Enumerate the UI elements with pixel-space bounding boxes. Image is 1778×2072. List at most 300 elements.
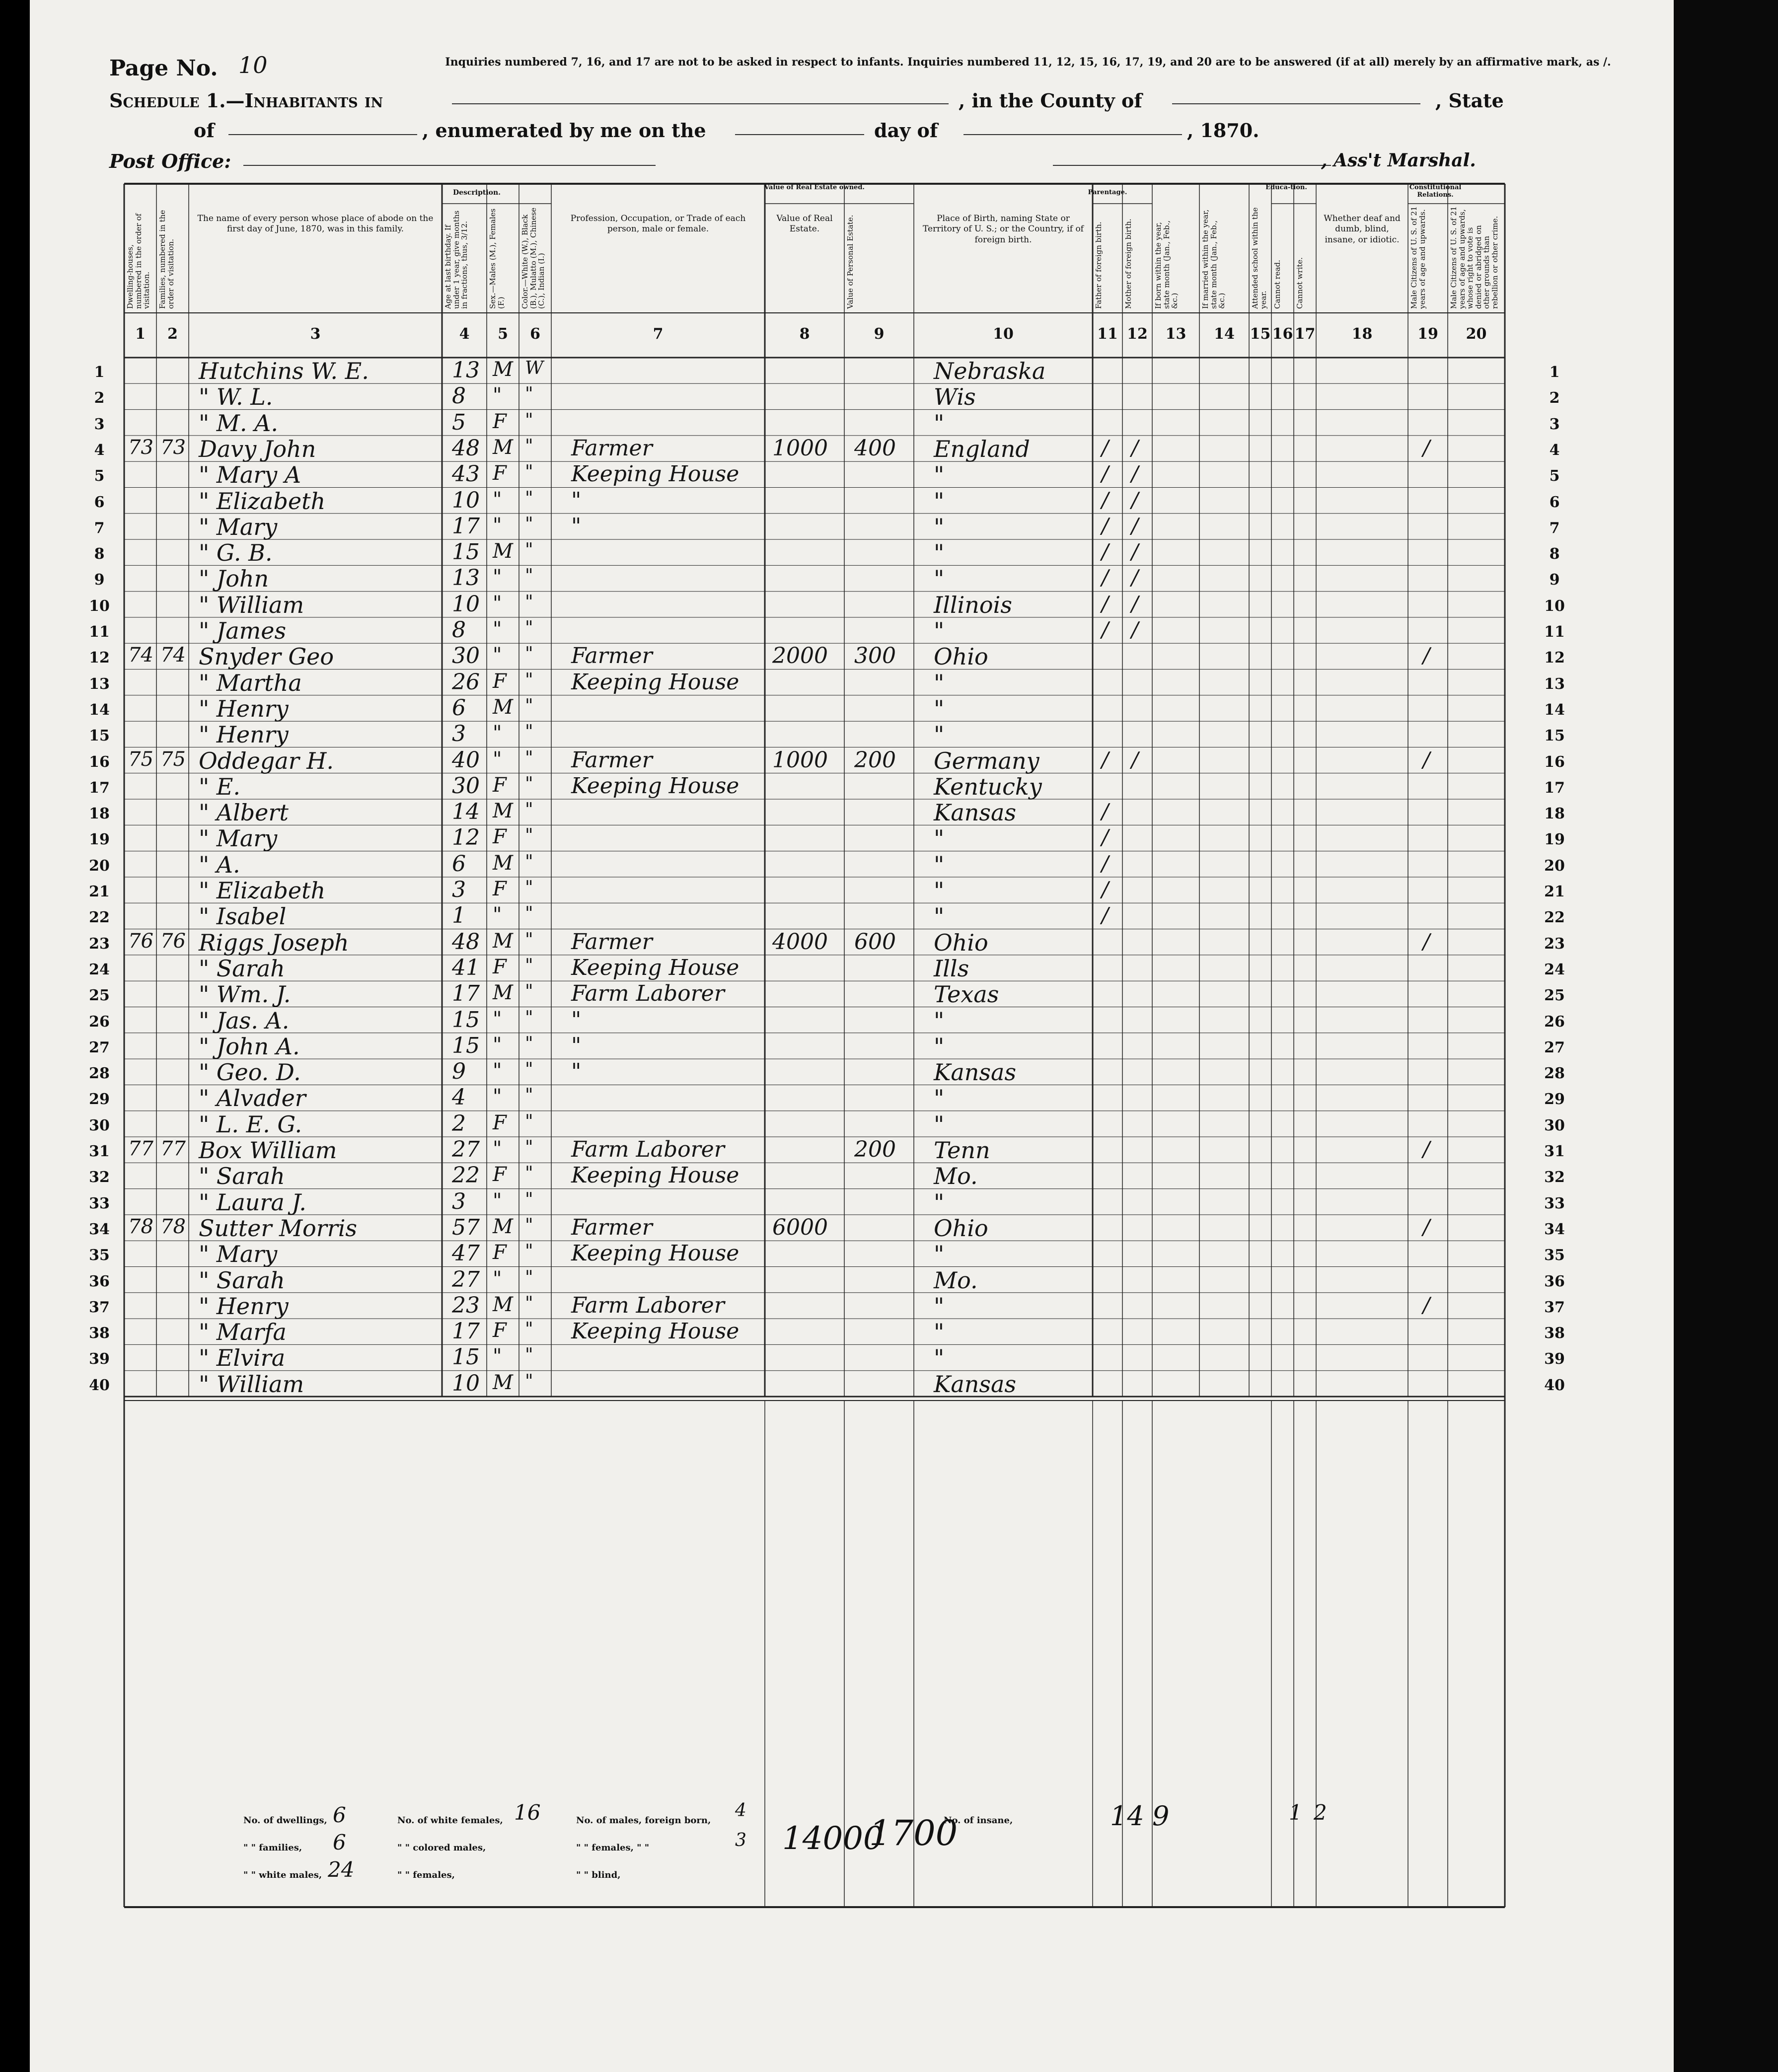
person-age: 10 [452,591,480,617]
person-name: Oddegar H. [199,747,334,774]
person-name: " G. B. [199,539,273,567]
column-header-15: Attended school within the year. [1251,207,1268,309]
person-age: 14 [452,799,480,825]
person-name: " Henry [199,1292,289,1320]
birth-place: Ohio [934,929,988,956]
person-occupation: Keeping House [571,669,740,695]
line-number-right: 7 [1549,519,1560,537]
person-occupation: Keeping House [571,773,740,799]
person-age: 30 [452,773,480,799]
person-name: Snyder Geo [199,643,334,670]
birth-place: " [934,851,945,878]
person-name: " Albert [199,799,289,826]
foreign-males-count: 4 [735,1800,746,1821]
person-name: Sutter Morris [199,1214,358,1242]
person-sex: M [493,981,513,1005]
person-name: " Mary [199,513,278,540]
line-number-left: 10 [89,597,110,615]
person-name: " M. A. [199,409,278,437]
person-sex: " [493,514,502,537]
mother-foreign-mark: / [1131,435,1139,460]
line-number-left: 35 [89,1247,110,1264]
person-color: " [525,644,533,665]
person-age: 57 [452,1214,480,1240]
male-citizen-mark: / [1423,929,1430,954]
person-age: 3 [452,877,466,902]
line-number-right: 22 [1544,909,1565,927]
person-age: 10 [452,487,480,513]
person-age: 3 [452,721,466,747]
foreign-males-label: No. of males, foreign born, [576,1815,711,1826]
person-color: " [525,1371,533,1392]
mother-foreign-mark: / [1131,461,1139,486]
person-color: " [525,488,533,509]
line-number-right: 19 [1544,831,1565,849]
person-name: " Mary A [199,461,301,489]
families-label: " " families, [243,1843,302,1853]
person-name: " Martha [199,669,302,696]
real-estate-value: 6000 [772,1214,828,1240]
line-number-right: 30 [1544,1116,1565,1134]
line-number-right: 13 [1544,675,1565,693]
line-number-left: 9 [94,571,105,589]
person-color: " [525,929,533,950]
state-label: , State [1435,89,1504,112]
column-number-15: 15 [1250,325,1271,343]
column-header-14: If married within the year, state month (Jan., Feb., &c.) [1201,209,1226,309]
line-number-right: 20 [1544,857,1565,875]
line-number-left: 34 [89,1220,110,1238]
person-age: 27 [452,1137,480,1162]
father-foreign-mark: / [1102,539,1109,564]
father-foreign-mark: / [1102,617,1109,642]
person-name: " Henry [199,695,289,722]
person-color: " [525,878,533,898]
person-sex: F [493,1111,507,1134]
person-name: " Mary [199,1241,278,1268]
person-sex: " [493,1059,502,1083]
person-name: " Jas. A. [199,1007,290,1034]
column-number-19: 19 [1417,325,1438,343]
birth-place: " [934,617,945,644]
column-header-1: Dwelling-houses, numbered in the order of visitation. [126,213,151,309]
column-header-7: Profession, Occupation, or Trade of each person, male or female. [570,214,746,234]
column-header-20: Male Citizens of U. S. of 21 years of age and upwards, whose right to vote is denied or abridged on other grounds than rebellion or other crime. [1449,206,1499,309]
total-cannot-write: 2 [1314,1800,1327,1825]
column-number-9: 9 [874,325,885,343]
birth-place: " [934,1292,945,1320]
column-number-4: 4 [459,325,470,343]
person-sex: F [493,1163,507,1186]
column-header-12: Mother of foreign birth. [1124,219,1133,309]
page-number: 10 [238,52,268,78]
person-color: " [525,747,533,768]
real-estate-value: 2000 [772,643,828,669]
person-sex: F [493,462,507,485]
person-name: " Wm. J. [199,981,291,1008]
line-number-left: 5 [94,467,105,485]
birth-place: " [934,539,945,567]
person-color: " [525,1215,533,1236]
person-color: " [525,1319,533,1340]
line-number-right: 17 [1544,779,1565,797]
person-color: " [525,825,533,846]
person-color: " [525,436,533,456]
person-age: 6 [452,851,466,877]
birth-place: " [934,1085,945,1112]
family-number: 73 [160,436,186,459]
column-number-18: 18 [1351,325,1373,343]
birth-place: " [934,1188,945,1216]
person-name: " W. L. [199,383,273,411]
father-foreign-mark: / [1102,487,1109,512]
column-header-11: Father of foreign birth. [1094,222,1103,309]
line-number-left: 24 [89,961,110,978]
dwelling-number: 73 [128,436,153,459]
birth-place: Tenn [934,1137,990,1164]
line-number-left: 3 [94,415,105,433]
father-foreign-mark: / [1102,747,1109,772]
birth-place: England [934,435,1030,462]
family-number: 77 [160,1137,186,1160]
father-foreign-mark: / [1102,903,1109,928]
line-number-right: 29 [1544,1091,1565,1109]
person-age: 47 [452,1241,480,1266]
person-name: " John [199,565,269,592]
birth-place: " [934,695,945,722]
birth-place: Kentucky [934,773,1042,800]
line-number-right: 16 [1544,753,1565,771]
person-name: " Sarah [199,1266,285,1294]
birth-place: " [934,1344,945,1372]
birth-place: " [934,409,945,437]
person-name: " L. E. G. [199,1110,302,1138]
person-color: " [525,1345,533,1366]
birth-place: Ohio [934,643,988,670]
person-sex: " [493,903,502,927]
line-number-right: 39 [1544,1350,1565,1368]
scan-border [1674,0,1778,2072]
line-number-left: 14 [89,701,110,719]
personal-estate-value: 600 [854,929,896,955]
person-color: " [525,669,533,690]
foreign-females-label: " " females, " " [576,1843,650,1853]
male-citizen-mark: / [1423,1137,1430,1161]
line-number-right: 1 [1549,364,1560,381]
line-number-left: 19 [89,831,110,849]
person-color: " [525,514,533,534]
line-number-right: 26 [1544,1013,1565,1031]
person-occupation: Farmer [571,929,653,955]
person-occupation: " [571,513,582,539]
line-number-right: 4 [1549,441,1560,459]
person-color: " [525,1267,533,1288]
birth-place: " [934,565,945,592]
person-color: " [525,1111,533,1132]
person-color: " [525,1293,533,1314]
mother-foreign-mark: / [1131,747,1139,772]
enumerated-label: , enumerated by me on the [422,119,706,142]
person-sex: " [493,1189,502,1212]
person-age: 48 [452,435,480,461]
person-age: 15 [452,1033,480,1058]
line-number-left: 40 [89,1376,110,1394]
column-number-10: 10 [993,325,1014,343]
birth-place: Wis [934,383,976,411]
person-age: 17 [452,1319,480,1344]
person-sex: F [493,878,507,900]
person-age: 10 [452,1370,480,1396]
dwelling-number: 76 [128,929,153,953]
person-color: " [525,410,533,431]
dwellings-label: No. of dwellings, [243,1815,327,1826]
families-count: 6 [333,1830,346,1854]
family-number: 78 [160,1215,186,1238]
line-number-right: 5 [1549,467,1560,485]
person-name: " Geo. D. [199,1059,301,1086]
person-sex: " [493,644,502,667]
person-color: " [525,851,533,872]
white-females-count: 16 [514,1800,541,1825]
person-age: 41 [452,955,480,980]
line-number-left: 8 [94,545,105,563]
total-father-foreign: 14 [1110,1800,1144,1832]
person-age: 1 [452,903,466,929]
person-sex: M [493,800,513,823]
person-color: " [525,955,533,976]
line-number-right: 2 [1549,389,1560,407]
person-occupation: Keeping House [571,955,740,980]
person-sex: M [493,1293,513,1316]
person-age: 27 [452,1266,480,1292]
birth-place: Nebraska [934,358,1046,384]
line-number-left: 17 [89,779,110,797]
blind-label: " " blind, [576,1870,621,1880]
person-sex: F [493,1319,507,1342]
person-sex: " [493,1137,502,1160]
mother-foreign-mark: / [1131,617,1139,642]
column-header-5: Sex.—Males (M.), Females (F.) [488,208,506,309]
father-foreign-mark: / [1102,851,1109,876]
person-sex: " [493,1085,502,1109]
column-header-8: Value of Real Estate. [776,214,833,234]
dwelling-number: 77 [128,1137,153,1160]
line-number-left: 7 [94,519,105,537]
group-header-value-estate: Value of Real Estate owned. [764,184,865,191]
person-age: 43 [452,461,480,487]
person-sex: M [493,929,513,953]
line-number-right: 11 [1544,623,1565,641]
person-age: 40 [452,747,480,773]
person-sex: " [493,747,502,771]
line-number-right: 12 [1544,649,1565,667]
person-color: " [525,1085,533,1106]
mother-foreign-mark: / [1131,591,1139,616]
birth-place: Illinois [934,591,1012,618]
dwellings-count: 6 [333,1803,346,1827]
group-header-parentage: Parentage. [1088,189,1127,196]
person-age: 2 [452,1110,466,1136]
person-color: " [525,1007,533,1028]
column-header-18: Whether deaf and dumb, blind, insane, or idiotic. [1324,214,1401,245]
line-number-right: 10 [1544,597,1565,615]
person-occupation: Farmer [571,1214,653,1240]
person-age: 9 [452,1059,466,1085]
line-number-right: 27 [1544,1038,1565,1056]
county-label: , in the County of [959,89,1142,112]
person-sex: " [493,722,502,745]
line-number-left: 37 [89,1298,110,1316]
birth-place: " [934,903,945,930]
person-sex: M [493,1371,513,1394]
line-number-left: 36 [89,1272,110,1290]
line-number-right: 23 [1544,935,1565,953]
person-name: " Elizabeth [199,487,326,515]
of-label: of [194,119,215,142]
total-cannot-read: 1 [1289,1800,1302,1825]
group-header-description: Description. [452,189,501,197]
person-age: 22 [452,1163,480,1188]
foreign-females-count: 3 [735,1830,746,1850]
person-sex: M [493,1215,513,1238]
person-color: " [525,1059,533,1080]
person-occupation: Farmer [571,643,653,669]
column-number-2: 2 [167,325,178,343]
line-number-left: 13 [89,675,110,693]
father-foreign-mark: / [1102,461,1109,486]
person-name: Davy John [199,435,316,462]
marshal-label: , Ass't Marshal. [1321,150,1476,171]
line-number-right: 37 [1544,1298,1565,1316]
father-foreign-mark: / [1102,825,1109,850]
line-number-right: 9 [1549,571,1560,589]
person-sex: " [493,618,502,641]
line-number-left: 21 [89,883,110,900]
line-number-left: 18 [89,805,110,823]
person-occupation: " [571,1059,582,1085]
person-age: 15 [452,1344,480,1370]
line-number-left: 27 [89,1038,110,1056]
person-occupation: Keeping House [571,461,740,487]
person-name: " Elizabeth [199,877,326,904]
white-females-label: No. of white females, [397,1815,503,1826]
person-name: " William [199,1370,304,1398]
line-number-right: 15 [1544,727,1565,745]
personal-estate-value: 400 [854,435,896,461]
line-number-left: 11 [89,623,110,641]
person-name: " William [199,591,304,618]
column-header-4: Age at last birthday. If under 1 year, give months in fractions, thus, 3/12. [444,210,469,309]
person-sex: M [493,851,513,875]
birth-place: Ills [934,955,969,982]
column-number-14: 14 [1214,325,1235,343]
column-header-19: Male Citizens of U. S. of 21 years of age and upwards. [1409,206,1427,309]
real-estate-value: 1000 [772,435,828,461]
person-age: 15 [452,1007,480,1033]
person-sex: " [493,592,502,615]
schedule-title: Schedule 1.—Inhabitants in [109,89,383,112]
inquiries-note: Inquiries numbered 7, 16, and 17 are not to be asked in respect to infants. Inquiries numbered 11, 12, 15, 16, 17, 19, and 20 are to be answered (if at all) merely by an affirmative mark, as /. [445,56,1611,69]
line-number-right: 18 [1544,805,1565,823]
person-color: " [525,618,533,638]
birth-place: " [934,721,945,748]
white-males-label: " " white males, [243,1870,322,1880]
birth-place: " [934,1007,945,1034]
person-age: 12 [452,825,480,851]
birth-place: " [934,513,945,540]
person-name: " Mary [199,825,278,852]
father-foreign-mark: / [1102,435,1109,460]
person-color: " [525,1033,533,1054]
page-label: Page No. [109,56,218,81]
person-sex: M [493,540,513,563]
person-name: " Alvader [199,1085,306,1112]
person-sex: M [493,358,513,381]
person-age: 13 [452,565,480,591]
column-number-13: 13 [1165,325,1186,343]
person-age: 8 [452,617,466,643]
line-number-right: 14 [1544,701,1565,719]
father-foreign-mark: / [1102,565,1109,590]
person-sex: " [493,566,502,589]
person-age: 17 [452,981,480,1007]
line-number-right: 34 [1544,1220,1565,1238]
line-number-right: 40 [1544,1376,1565,1394]
person-age: 8 [452,383,466,409]
post-office-label: Post Office: [109,150,231,172]
birth-place: Kansas [934,1059,1017,1086]
birth-place: " [934,1241,945,1268]
dwelling-number: 74 [128,644,153,667]
person-sex: " [493,384,502,407]
person-sex: F [493,669,507,693]
person-name: " Marfa [199,1319,287,1346]
total-personal-estate: 1700 [869,1813,958,1853]
person-sex: M [493,436,513,459]
line-number-left: 32 [89,1169,110,1186]
person-sex: F [493,1241,507,1264]
person-name: Box William [199,1137,337,1164]
birth-place: " [934,1110,945,1138]
person-sex: " [493,1033,502,1056]
birth-place: Texas [934,981,999,1008]
white-males-count: 24 [328,1857,355,1882]
mother-foreign-mark: / [1131,565,1139,590]
person-name: " Sarah [199,955,285,982]
person-color: " [525,1241,533,1262]
birth-place: " [934,669,945,696]
family-number: 74 [160,644,186,667]
person-age: 13 [452,358,480,383]
person-age: 5 [452,409,466,435]
line-number-right: 28 [1544,1065,1565,1083]
line-number-left: 6 [94,493,105,511]
line-number-right: 38 [1544,1325,1565,1342]
line-number-right: 25 [1544,987,1565,1005]
birth-place: Germany [934,747,1039,774]
person-color: " [525,1163,533,1184]
person-occupation: Farmer [571,435,653,461]
person-name: " James [199,617,287,644]
person-age: 4 [452,1085,466,1110]
person-name: " Elvira [199,1344,286,1372]
person-name: Riggs Joseph [199,929,349,956]
birth-place: Mo. [934,1266,978,1294]
line-number-left: 33 [89,1194,110,1212]
person-color: " [525,800,533,820]
line-number-left: 23 [89,935,110,953]
person-color: " [525,903,533,924]
